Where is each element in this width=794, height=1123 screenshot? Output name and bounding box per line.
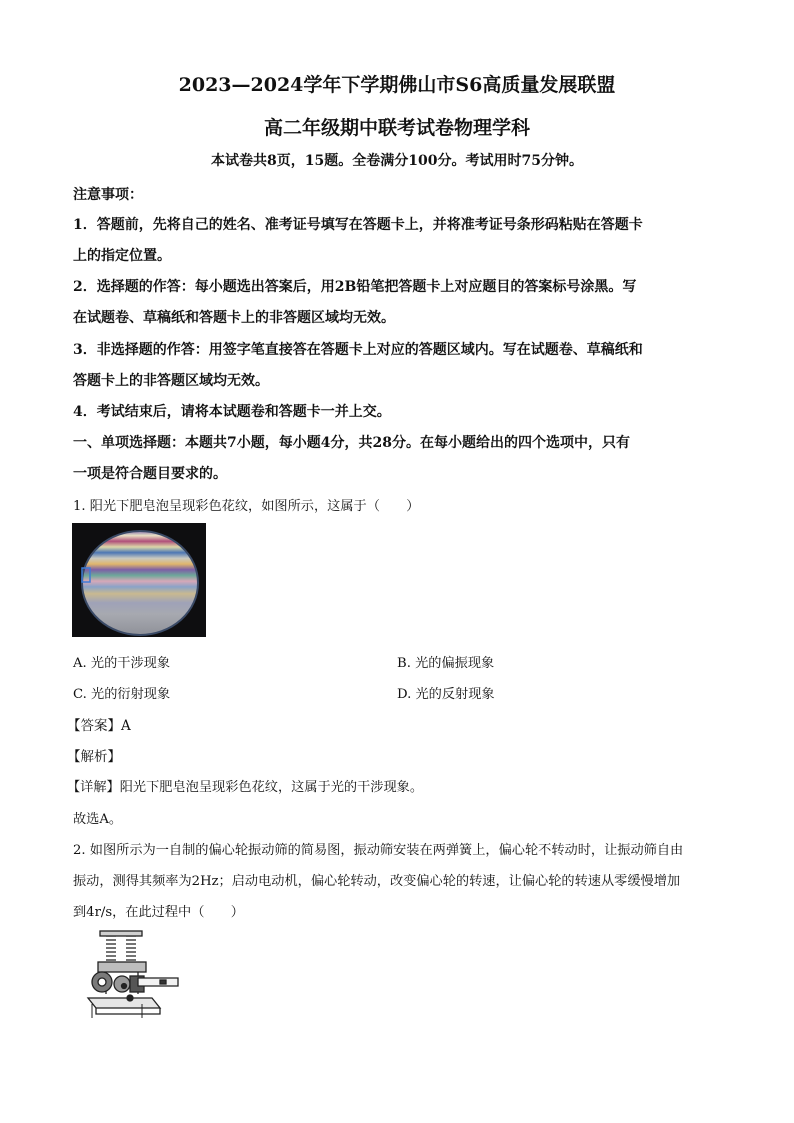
notice-line-6: 答题卡上的非答题区域均无效。 (73, 373, 269, 389)
choice-text: 故选A。 (73, 812, 123, 827)
notice-line-2: 上的指定位置。 (73, 248, 171, 264)
option-c: C. 光的衍射现象 (73, 687, 171, 702)
question-1-stem: 1. 阳光下肥皂泡呈现彩色花纹，如图所示，这属于（ ） (73, 499, 420, 514)
notice-line-5: 3．非选择题的作答：用签字笔直接答在答题卡上对应的答题区域内。写在试题卷、草稿纸和 (73, 342, 643, 358)
option-b: B. 光的偏振现象 (397, 656, 495, 671)
vibrating-screen-diagram (82, 928, 182, 1020)
notice-line-1: 1．答题前，先将自己的姓名、准考证号填写在答题卡上，并将准考证号条形码粘贴在答题卡 (73, 217, 643, 233)
question-2-line1: 2. 如图所示为一自制的偏心轮振动筛的简易图，振动筛安装在两弹簧上，偏心轮不转动时，让振动筛自由 (73, 843, 684, 858)
answer-label: 【答案】A (67, 718, 131, 734)
exam-title-line2: 高二年级期中联考试卷物理学科 (263, 117, 530, 139)
notice-line-3: 2．选择题的作答：每小题选出答案后，用2B铅笔把答题卡上对应题目的答案标号涂黑。写 (73, 279, 637, 295)
notice-line-4: 在试题卷、草稿纸和答题卡上的非答题区域均无效。 (73, 310, 395, 326)
analysis-label: 【解析】 (67, 749, 121, 765)
detail-text: 【详解】阳光下肥皂泡呈现彩色花纹，这属于光的干涉现象。 (67, 780, 424, 795)
option-a: A. 光的干涉现象 (73, 656, 171, 671)
soap-bubble-image (72, 523, 206, 637)
exam-subtitle: 本试卷共8页，15题。全卷满分100分。考试用时75分钟。 (211, 153, 583, 169)
notice-heading: 注意事项： (73, 187, 143, 203)
question-2-line3: 到4r/s，在此过程中（ ） (73, 905, 244, 920)
section-heading-line1: 一、单项选择题：本题共7小题，每小题4分，共28分。在每小题给出的四个选项中，只有 (73, 435, 630, 451)
notice-line-7: 4．考试结束后，请将本试题卷和答题卡一并上交。 (73, 404, 391, 420)
exam-title-line1: 2023—2024学年下学期佛山市S6高质量发展联盟 (178, 74, 616, 96)
section-heading-line2: 一项是符合题目要求的。 (73, 466, 227, 482)
question-2-line2: 振动，测得其频率为2Hz；启动电动机，偏心轮转动，改变偏心轮的转速，让偏心轮的转速从零缓慢增加 (73, 874, 681, 889)
option-d: D. 光的反射现象 (397, 687, 495, 702)
